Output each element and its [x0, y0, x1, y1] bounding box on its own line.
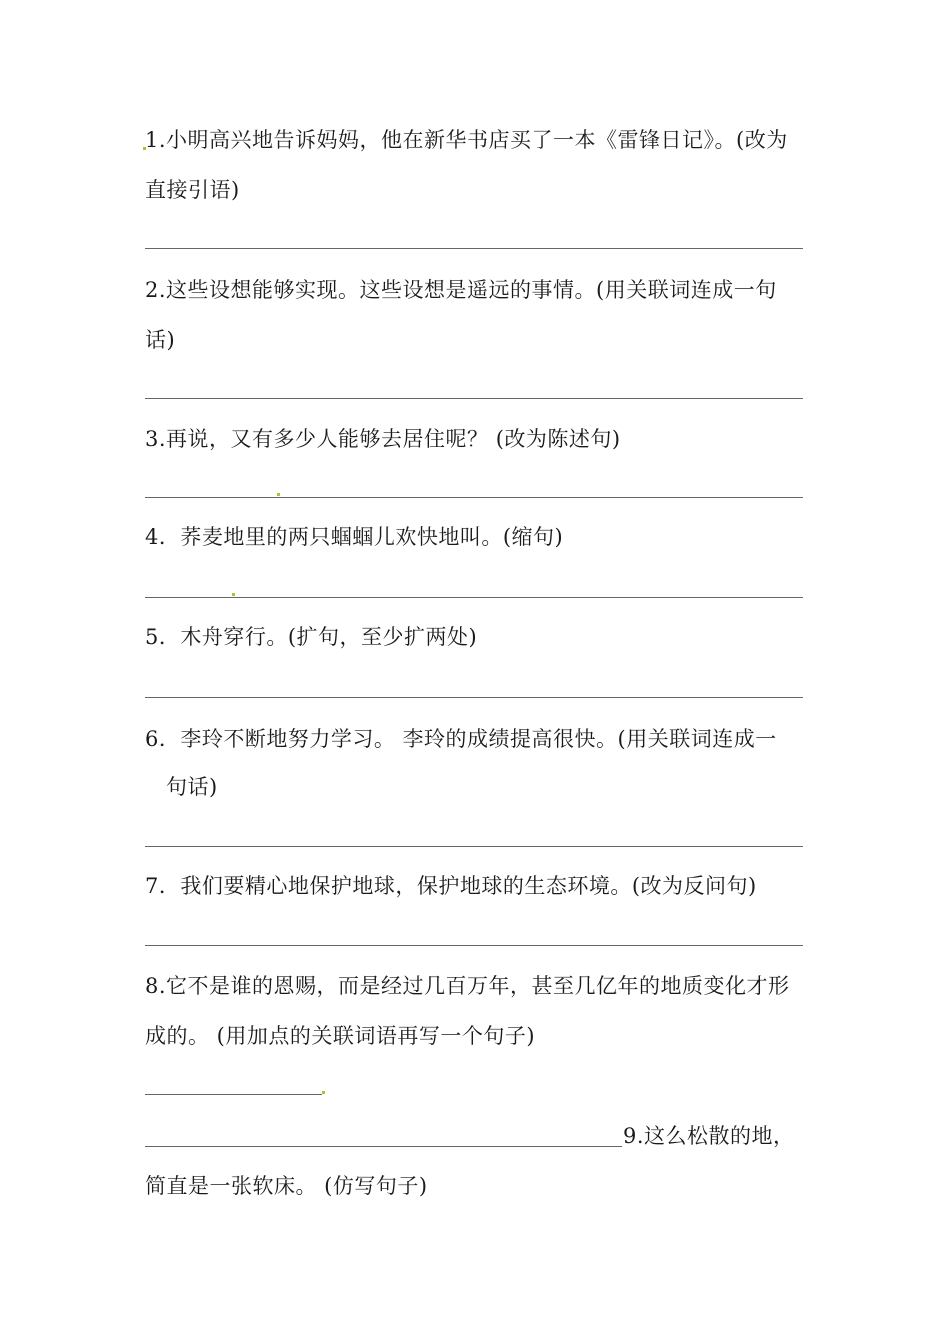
answer-line-8b[interactable]	[145, 1146, 622, 1147]
marker-dot	[277, 493, 280, 496]
question-5-line1: 5．木舟穿行。(扩句，至少扩两处)	[145, 625, 478, 649]
question-9-line1: 9.这么松散的地，	[623, 1124, 795, 1148]
question-9-line2: 简直是一张软床。 (仿写句子)	[145, 1174, 428, 1198]
question-1-line1: 1.小明高兴地告诉妈妈，他在新华书店买了一本《雷锋日记》。(改为	[145, 128, 788, 152]
answer-line-4[interactable]	[145, 597, 803, 598]
answer-line-7[interactable]	[145, 945, 803, 946]
answer-line-8[interactable]	[145, 1094, 322, 1095]
answer-line-1[interactable]	[145, 248, 803, 249]
answer-line-3[interactable]	[145, 497, 803, 498]
question-1-line2: 直接引语)	[145, 178, 240, 202]
question-4-line1: 4．荞麦地里的两只蝈蝈儿欢快地叫。(缩句)	[145, 525, 564, 549]
marker-dot	[322, 1091, 325, 1094]
question-8-line2: 成的。 (用加点的关联词语再写一个句子)	[145, 1024, 536, 1048]
answer-line-5[interactable]	[145, 697, 803, 698]
answer-line-6[interactable]	[145, 846, 803, 847]
question-6-line1: 6．李玲不断地努力学习。 李玲的成绩提高很快。(用关联词连成一	[145, 727, 777, 751]
question-7-line1: 7．我们要精心地保护地球，保护地球的生态环境。(改为反问句)	[145, 874, 757, 898]
question-2-line2: 话)	[145, 328, 176, 352]
question-8-line1: 8.它不是谁的恩赐，而是经过几百万年，甚至几亿年的地质变化才形	[145, 974, 790, 998]
question-6-line2: 句话)	[166, 775, 218, 799]
marker-dot	[232, 593, 235, 596]
question-3-line1: 3.再说，又有多少人能够去居住呢？ (改为陈述句)	[145, 427, 621, 451]
question-2-line1: 2.这些设想能够实现。这些设想是遥远的事情。(用关联词连成一句	[145, 278, 777, 302]
answer-line-2[interactable]	[145, 398, 803, 399]
